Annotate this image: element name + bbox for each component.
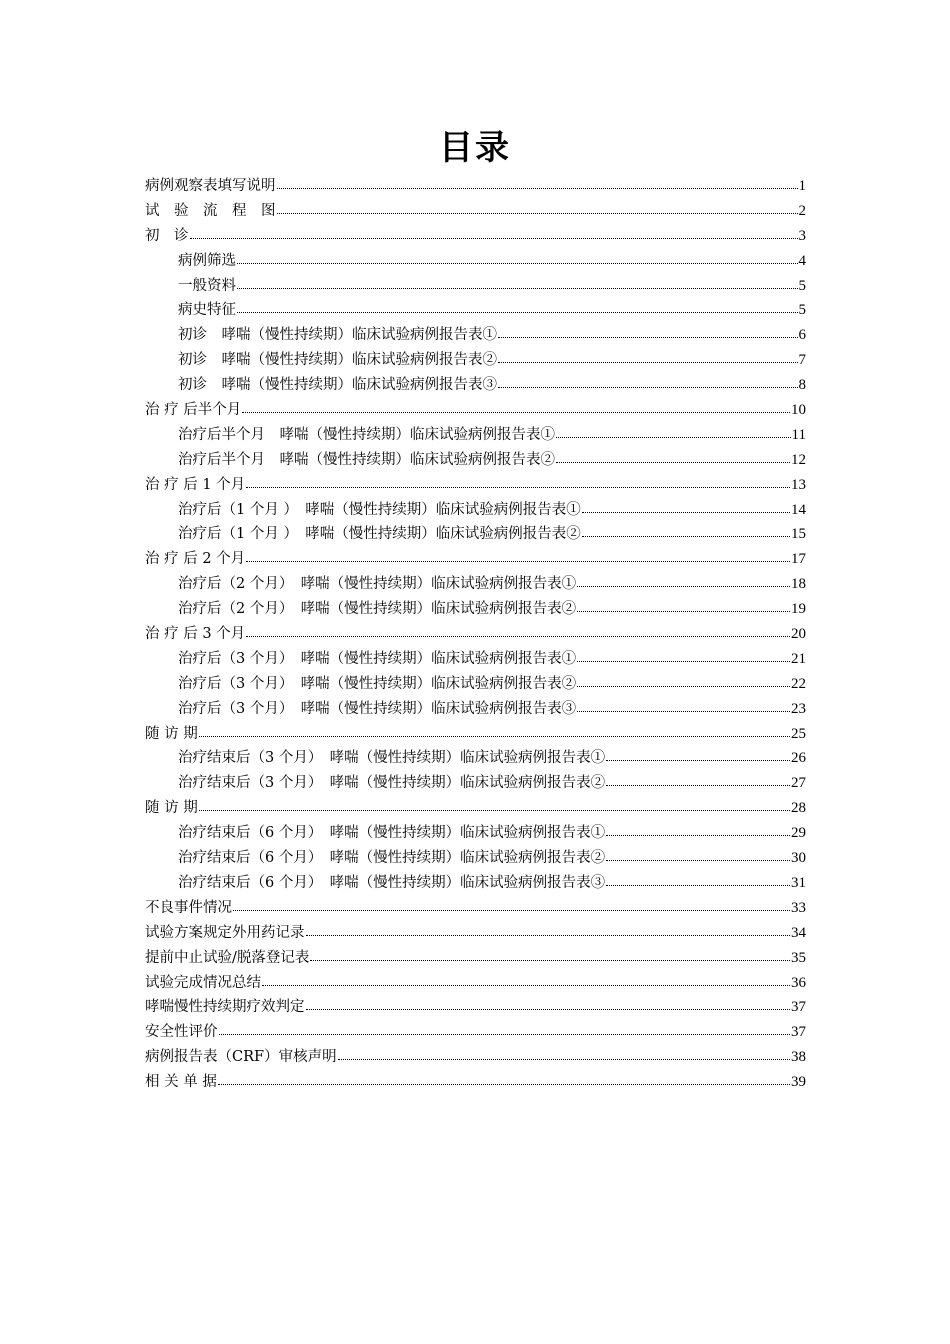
toc-entry[interactable]: [145, 746, 806, 771]
toc-leader-dots: [606, 750, 790, 762]
toc-entry[interactable]: [145, 224, 806, 249]
toc-entry-page-number: 26: [791, 750, 806, 767]
toc-entry-label: 治疗后（1 个月 ） 哮喘（慢性持续期）临床试验病例报告表①: [178, 501, 581, 518]
toc-entry[interactable]: [145, 647, 806, 672]
toc-leader-dots: [577, 576, 790, 588]
toc-entry-page-number: 30: [791, 850, 806, 867]
toc-entry-label: 治疗结束后（3 个月） 哮喘（慢性持续期）临床试验病例报告表②: [178, 775, 606, 792]
toc-leader-dots: [556, 427, 791, 439]
toc-entry-page-number: 33: [791, 899, 806, 916]
toc-entry-page-number: 13: [791, 476, 806, 493]
toc-entry-page-number: 28: [791, 800, 806, 817]
toc-entry-page-number: 3: [798, 227, 806, 244]
toc-entry[interactable]: [145, 946, 806, 971]
toc-entry-page-number: 10: [791, 402, 806, 419]
toc-entry[interactable]: [145, 423, 806, 448]
toc-entry-page-number: 17: [791, 551, 806, 568]
toc-entry[interactable]: [145, 498, 806, 523]
toc-leader-dots: [199, 726, 790, 738]
toc-entry-page-number: 14: [791, 501, 806, 518]
toc-entry[interactable]: [145, 522, 806, 547]
toc-entry-page-number: 4: [798, 252, 806, 269]
toc-entry[interactable]: [145, 1020, 806, 1045]
toc-entry[interactable]: [145, 398, 806, 423]
toc-entry-page-number: 7: [798, 352, 806, 369]
toc-entry-label: 安全性评价: [145, 1024, 218, 1041]
toc-entry-label: 治疗后（1 个月 ） 哮喘（慢性持续期）临床试验病例报告表②: [178, 526, 581, 543]
toc-entry[interactable]: [145, 1070, 806, 1095]
toc-leader-dots: [190, 228, 798, 240]
toc-entry[interactable]: [145, 323, 806, 348]
toc-entry-label: 治疗后（3 个月） 哮喘（慢性持续期）临床试验病例报告表③: [178, 700, 577, 717]
toc-entry-page-number: 6: [798, 327, 806, 344]
toc-leader-dots: [338, 1049, 790, 1061]
toc-entry-page-number: 34: [791, 924, 806, 941]
toc-entry[interactable]: [145, 722, 806, 747]
toc-entry-label: 不良事件情况: [145, 899, 232, 916]
toc-entry-page-number: 22: [791, 675, 806, 692]
toc-leader-dots: [237, 253, 798, 265]
toc-leader-dots: [577, 601, 790, 613]
toc-leader-dots: [556, 452, 790, 464]
toc-entry[interactable]: [145, 697, 806, 722]
toc-entry-label: 治疗后（2 个月） 哮喘（慢性持续期）临床试验病例报告表①: [178, 576, 577, 593]
toc-entry-page-number: 38: [791, 1049, 806, 1066]
toc-entry-page-number: 36: [791, 974, 806, 991]
toc-entry-page-number: 15: [791, 526, 806, 543]
toc-entry-label: 治疗后（2 个月） 哮喘（慢性持续期）临床试验病例报告表②: [178, 601, 577, 618]
toc-leader-dots: [199, 800, 790, 812]
toc-leader-dots: [606, 850, 790, 862]
toc-list: [145, 174, 806, 1095]
toc-entry-page-number: 27: [791, 775, 806, 792]
toc-entry[interactable]: [145, 298, 806, 323]
toc-entry-label: 治 疗 后 1 个月: [145, 476, 246, 493]
toc-entry-label: 随 访 期: [145, 800, 198, 817]
toc-leader-dots: [242, 402, 790, 414]
toc-entry-label: 治 疗 后 2 个月: [145, 551, 246, 568]
toc-entry[interactable]: [145, 199, 806, 224]
toc-entry[interactable]: [145, 249, 806, 274]
toc-entry-page-number: 31: [791, 874, 806, 891]
toc-entry-label: 治疗后（3 个月） 哮喘（慢性持续期）临床试验病例报告表①: [178, 650, 577, 667]
toc-leader-dots: [277, 178, 798, 190]
toc-entry-label: 治疗结束后（6 个月） 哮喘（慢性持续期）临床试验病例报告表②: [178, 850, 606, 867]
toc-entry-page-number: 35: [791, 949, 806, 966]
toc-entry-label: 一般资料: [178, 277, 236, 294]
toc-entry-page-number: 23: [791, 700, 806, 717]
toc-entry[interactable]: [145, 672, 806, 697]
toc-leader-dots: [498, 327, 798, 339]
toc-entry-page-number: 8: [798, 377, 806, 394]
toc-entry-label: 试验完成情况总结: [145, 974, 261, 991]
toc-entry-page-number: 37: [791, 1024, 806, 1041]
toc-leader-dots: [606, 875, 790, 887]
toc-entry[interactable]: [145, 821, 806, 846]
toc-leader-dots: [277, 203, 798, 215]
toc-entry-page-number: 20: [791, 626, 806, 643]
toc-entry-label: 初诊 哮喘（慢性持续期）临床试验病例报告表③: [178, 377, 497, 394]
toc-entry[interactable]: [145, 796, 806, 821]
toc-entry-page-number: 19: [791, 601, 806, 618]
toc-entry-label: 相 关 单 据: [145, 1074, 217, 1091]
toc-entry[interactable]: [145, 771, 806, 796]
toc-entry[interactable]: [145, 971, 806, 996]
toc-entry[interactable]: [145, 448, 806, 473]
toc-leader-dots: [246, 626, 790, 638]
toc-entry-label: 哮喘慢性持续期疗效判定: [145, 999, 305, 1016]
toc-leader-dots: [262, 975, 790, 987]
toc-entry-page-number: 12: [791, 451, 806, 468]
toc-entry[interactable]: [145, 274, 806, 299]
toc-leader-dots: [233, 900, 790, 912]
toc-entry-label: 随 访 期: [145, 725, 198, 742]
toc-entry-label: 初诊 哮喘（慢性持续期）临床试验病例报告表②: [178, 352, 497, 369]
toc-leader-dots: [306, 925, 791, 937]
toc-entry-label: 治疗后半个月 哮喘（慢性持续期）临床试验病例报告表②: [178, 451, 555, 468]
toc-leader-dots: [606, 825, 790, 837]
toc-leader-dots: [306, 999, 791, 1011]
toc-entry[interactable]: [145, 995, 806, 1020]
toc-leader-dots: [577, 651, 790, 663]
toc-entry[interactable]: [145, 622, 806, 647]
toc-entry-page-number: 2: [798, 202, 806, 219]
toc-entry-page-number: 39: [791, 1074, 806, 1091]
toc-leader-dots: [218, 1074, 790, 1086]
toc-leader-dots: [606, 775, 790, 787]
toc-leader-dots: [498, 377, 798, 389]
toc-leader-dots: [498, 352, 798, 364]
toc-entry-page-number: 11: [791, 426, 806, 443]
toc-entry-page-number: 5: [798, 302, 806, 319]
toc-entry-label: 治疗后半个月 哮喘（慢性持续期）临床试验病例报告表①: [178, 426, 555, 443]
toc-leader-dots: [246, 477, 790, 489]
toc-leader-dots: [237, 278, 798, 290]
toc-entry-label: 试验方案规定外用药记录: [145, 924, 305, 941]
toc-entry-label: 治 疗 后 3 个月: [145, 626, 246, 643]
toc-entry-label: 提前中止试验/脱落登记表: [145, 949, 310, 966]
toc-leader-dots: [219, 1024, 791, 1036]
toc-entry[interactable]: [145, 1045, 806, 1070]
toc-entry-page-number: 21: [791, 650, 806, 667]
toc-entry-page-number: 5: [798, 277, 806, 294]
toc-leader-dots: [582, 526, 790, 538]
toc-entry[interactable]: [145, 373, 806, 398]
toc-entry[interactable]: [145, 473, 806, 498]
toc-entry-label: 治疗结束后（6 个月） 哮喘（慢性持续期）临床试验病例报告表①: [178, 825, 606, 842]
toc-entry[interactable]: [145, 597, 806, 622]
toc-leader-dots: [577, 676, 790, 688]
toc-entry[interactable]: [145, 547, 806, 572]
toc-entry-page-number: 25: [791, 725, 806, 742]
toc-entry-label: 病例筛选: [178, 252, 236, 269]
toc-entry[interactable]: [145, 871, 806, 896]
toc-entry-label: 初诊 哮喘（慢性持续期）临床试验病例报告表①: [178, 327, 497, 344]
toc-entry[interactable]: [145, 921, 806, 946]
toc-entry[interactable]: [145, 572, 806, 597]
toc-leader-dots: [310, 950, 790, 962]
toc-entry-page-number: 29: [791, 825, 806, 842]
toc-leader-dots: [246, 551, 790, 563]
toc-leader-dots: [582, 502, 790, 514]
toc-entry-page-number: 18: [791, 576, 806, 593]
toc-entry-label: 治 疗 后半个月: [145, 402, 242, 419]
toc-entry-label: 试 验 流 程 图: [145, 202, 276, 219]
toc-entry-label: 治疗结束后（6 个月） 哮喘（慢性持续期）临床试验病例报告表③: [178, 874, 606, 891]
toc-entry-label: 治疗后（3 个月） 哮喘（慢性持续期）临床试验病例报告表②: [178, 675, 577, 692]
toc-entry-page-number: 1: [798, 178, 806, 194]
toc-entry[interactable]: [145, 896, 806, 921]
toc-leader-dots: [577, 701, 790, 713]
toc-entry-page-number: 37: [791, 999, 806, 1016]
toc-entry-label: 病例报告表（CRF）审核声明: [145, 1049, 337, 1066]
toc-entry[interactable]: [145, 846, 806, 871]
toc-entry-label: 病史特征: [178, 302, 236, 319]
toc-title: 目录: [439, 128, 511, 168]
toc-entry[interactable]: [145, 174, 806, 199]
toc-entry-label: 病例观察表填写说明: [145, 178, 276, 194]
toc-entry-label: 初 诊: [145, 227, 189, 244]
toc-entry-label: 治疗结束后（3 个月） 哮喘（慢性持续期）临床试验病例报告表①: [178, 750, 606, 767]
toc-entry[interactable]: [145, 348, 806, 373]
toc-leader-dots: [237, 302, 798, 314]
